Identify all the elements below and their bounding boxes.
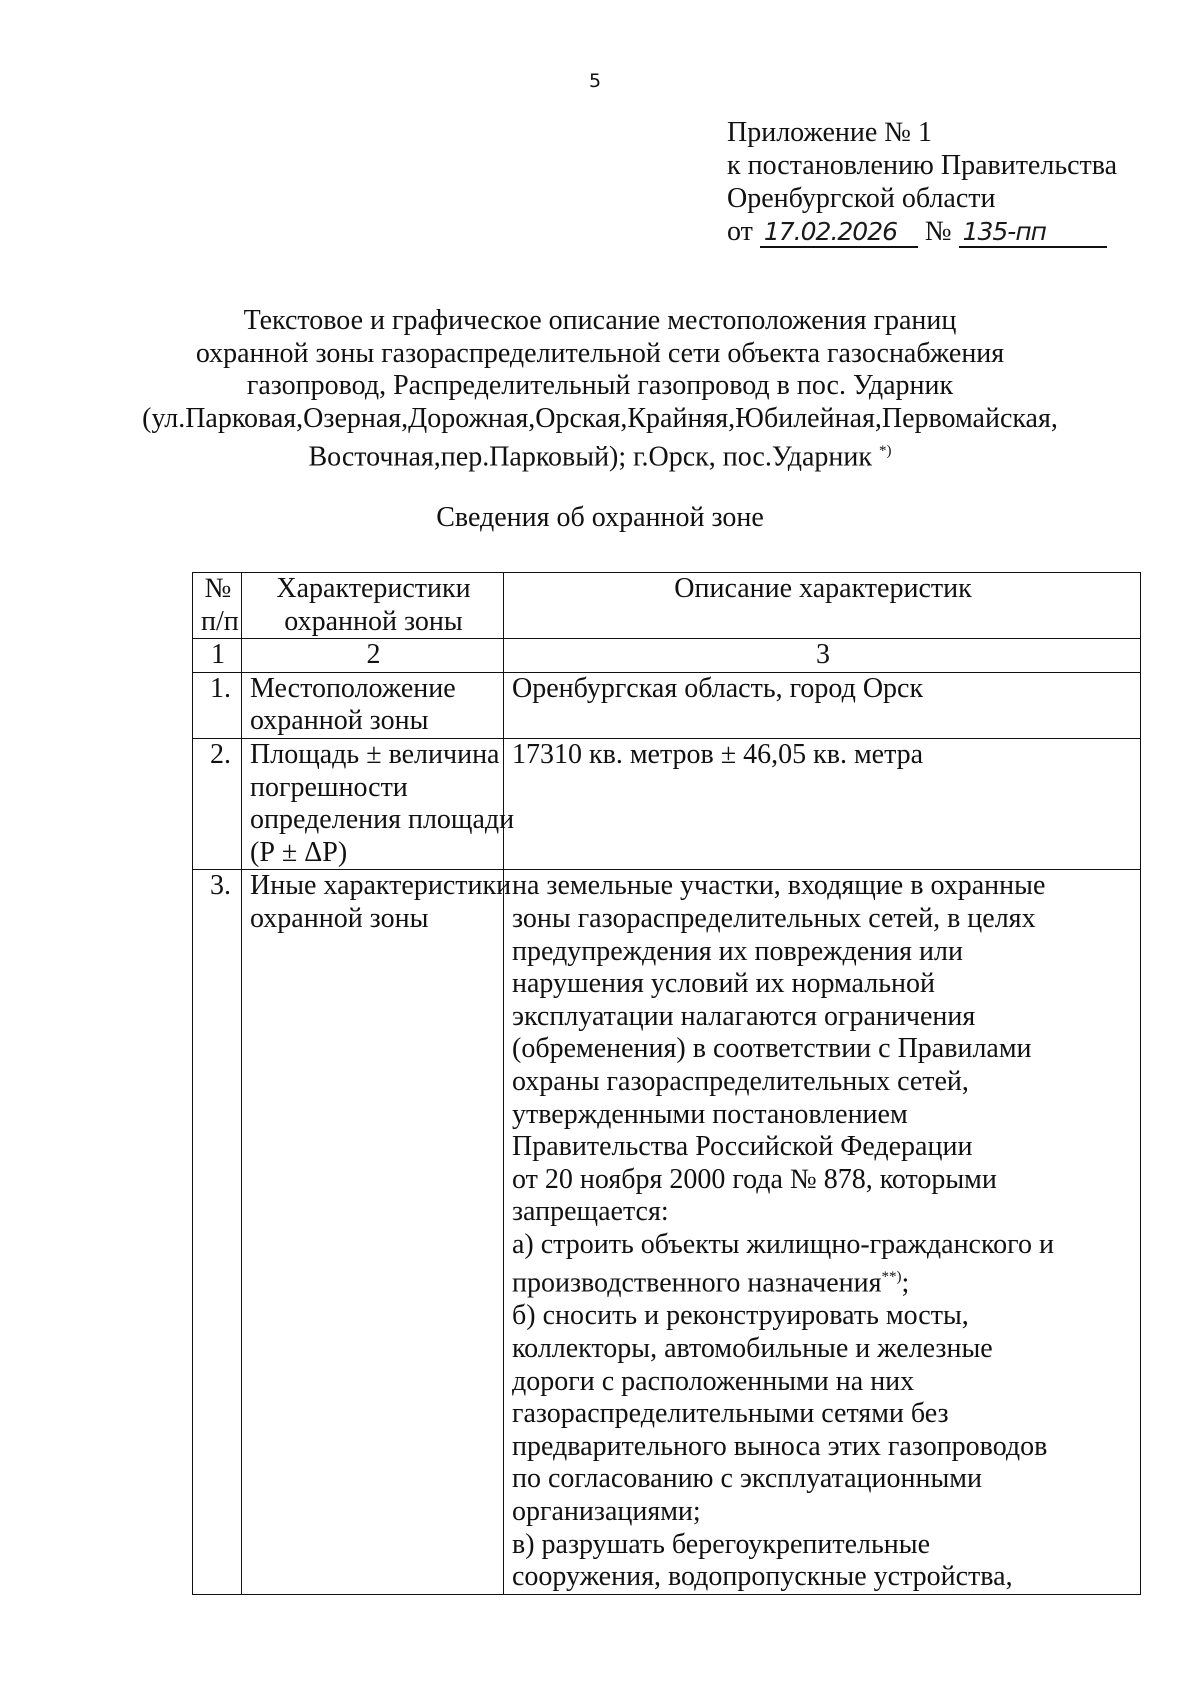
title-line-5: Восточная,пер.Парковый); г.Орск, пос.Ударник *)	[308, 441, 892, 473]
row-characteristic: Иные характеристики охранной зоны	[242, 870, 504, 1594]
footnote-marker: **)	[881, 1269, 902, 1286]
handwritten-number: 135-пп	[959, 218, 1107, 248]
from-label: от	[727, 216, 753, 247]
table-row	[193, 870, 1141, 1594]
appendix-line-1: Приложение № 1	[727, 117, 932, 148]
title-line-4: (ул.Парковая,Озерная,Дорожная,Орская,Крайняя,Юбилейная,Первомайская,	[142, 402, 1058, 434]
appendix-line-2: к постановлению Правительства	[727, 150, 1118, 181]
numbering-cell: 1	[193, 639, 242, 673]
title-line-1: Текстовое и графическое описание местоположения границ	[243, 305, 957, 336]
row-characteristic: Площадь ± величина погрешности определения площади (Р ± ΔР)	[242, 738, 504, 869]
row-characteristic: Местоположение охранной зоны	[242, 672, 504, 738]
handwritten-date: 17.02.2026	[760, 218, 918, 248]
row-number: 1.	[193, 672, 242, 738]
document-title	[0, 305, 1200, 474]
row-description: Оренбургская область, город Орск	[504, 672, 1141, 738]
table-row	[193, 738, 1141, 869]
row-description: 17310 кв. метров ± 46,05 кв. метра	[504, 738, 1141, 869]
header-col-number: № п/п	[193, 573, 242, 639]
header-col-description: Описание характеристик	[504, 573, 1141, 639]
row-number: 2.	[193, 738, 242, 869]
appendix-block	[727, 116, 1117, 248]
number-label: №	[924, 216, 952, 247]
row-number: 3.	[193, 870, 242, 1594]
numbering-cell: 3	[504, 639, 1141, 673]
appendix-date-line	[727, 215, 1117, 248]
table-header-row	[193, 573, 1141, 639]
title-line-2: охранной зоны газораспределительной сети объекта газоснабжения	[195, 337, 1005, 369]
footnote-marker: *)	[879, 443, 892, 459]
row-description: на земельные участки, входящие в охранные зоны газораспределительных сетей, в целях предупреждения их повреждения или нарушения условий их нормальной эксплуатации налагаются ограничения (обременения) в соответствии с Правилами охраны газораспределительных сетей, утвержденными постановлением Правительства Российской Федерации от 20 ноября 2000 года № 878, которыми запрещается: а) строить объекты жилищно-гражданского и производственного назначения**); б) сносить и реконструировать мосты, коллекторы, автомобильные и железные дороги с расположенными на них газораспределительными сетями без предварительного выноса этих газопроводов по согласованию с эксплуатационными организациями; в) разрушать берегоукрепительные сооружения, водопропускные устройства,	[504, 870, 1141, 1594]
title-line-3: газопровод, Распределительный газопровод в пос. Ударник	[246, 370, 954, 401]
appendix-line-3: Оренбургской области	[727, 183, 996, 214]
table-numbering-row	[193, 639, 1141, 673]
header-col-characteristics: Характеристики охранной зоны	[242, 573, 504, 639]
numbering-cell: 2	[242, 639, 504, 673]
section-subtitle: Сведения об охранной зоне	[436, 502, 764, 533]
page-number: 5	[588, 70, 602, 92]
table-row	[193, 672, 1141, 738]
info-table	[192, 572, 1141, 1595]
